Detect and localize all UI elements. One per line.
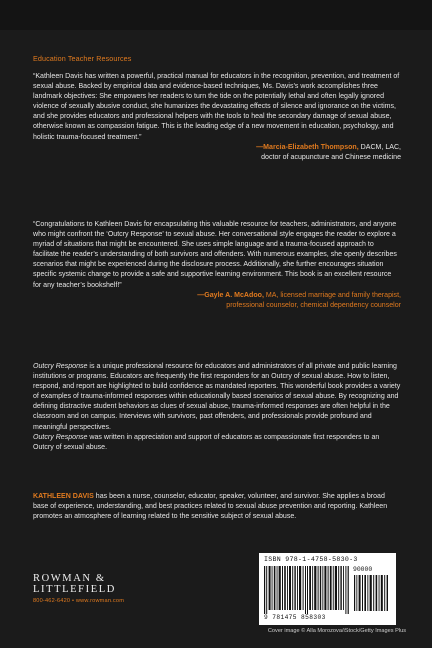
book-title: Outcry Response [33,433,88,441]
endorsement-quote-2 [33,220,401,311]
author-bio [33,492,401,522]
cover-top-band [0,0,432,30]
description-paragraph-2: Outcry Response was written in appreciation and support of educators as compassionate first responders to an Outcry of sexual abuse. [33,433,380,451]
quote-text: “Congratulations to Kathleen Davis for encapsulating this valuable resource for teachers, administrators, and anyone who might confront the ‘Outcry Response’ to sexual abuse. Her conversational style engages the reader to explore a myriad of situations that might be encountered. She uses simple language and a trauma-focused approach to facilitate the reader’s understanding of both survivors and offenders. With numerous examples, she openly describes scenarios that might be experienced during the disclosure process. Additionally, she further encourages situation specific systemic change to provide a safe and supportive learning environment. This book is an excellent resource for any teacher’s bookshelf!” [33,221,397,289]
quote-credentials: MA, licensed marriage and family therapist, [263,291,401,299]
quote-author: —Marcia-Elizabeth Thompson, [256,143,359,151]
cover-image-credit: Cover image © Alla Morozova/iStock/Getty Images Plus [267,628,406,634]
price-barcode-icon [354,575,390,611]
description-paragraph: Outcry Response is a unique professional resource for educators and administrators of all private and public learning institutions or programs. Educators are frequently the first responders for an Outcry of sexual abuse. How to listen, respond, and report are highlighted to build confidence as mandated reporters. This wonderful book provides a variety of examples of trauma-informed responses within educationally based scenarios of sexual abuse. By recognizing and defining distractive student behaviors as clues of sexual abuse, trauma-informed responses are often helpful in the classroom and on campus. Interviews with survivors, past offenders, and professionals provide profound and meaningful perspectives. [33,363,401,431]
publisher-contact: 800-462-6420 • www.rowman.com [33,598,125,604]
bio-text: has been a nurse, counselor, educator, speaker, volunteer, and survivor. She applies a broad base of experience, understanding, and best practices related to sexual abuse prevention and reporting. Kathleen promotes an atmosphere of learning related to the sensitive subject of sexual abuse. [33,493,388,521]
endorsement-quote-1 [33,72,401,163]
publisher-logo [33,573,124,604]
publisher-name-line1: ROWMAN & [33,573,106,584]
isbn-number: 9 781475 858303 [264,614,326,621]
quote-author-title: professional counselor, chemical dependency counselor [226,301,401,309]
quote-author: —Gayle A. McAdoo, [197,291,264,299]
quote-attribution [33,291,401,301]
book-description [33,362,401,453]
publisher-name-line2: LITTLEFIELD [33,584,116,595]
barcode-icon [264,566,350,614]
book-title: Outcry Response [33,363,88,370]
price-code: 90000 [353,566,373,573]
quote-text: “Kathleen Davis has written a powerful, practical manual for educators in the recognition, prevention, and treatment of sexual abuse. Backed by empirical data and evidence-based techniques, Ms. Davis’s work accomplishes three landmark objectives: She empowers her readers to turn the tide on the potentially lethal and often legally ignored violence of sexually abusive conduct, she humanizes the devastating effects of silence and ignorance on the victims, and she provides educators and professional helpers with the tools to heal the secondary damage of sexual abuse, otherwise known as compassion fatigue. This is the leading edge of a new movement in education, psychology, and holistic trauma-focused treatment.” [33,73,400,141]
quote-credentials: DACM, LAC, [358,143,401,151]
quote-attribution [33,143,401,153]
category-label: Education Teacher Resources [33,54,132,63]
quote-author-title: doctor of acupuncture and Chinese medicine [261,153,401,161]
isbn-label: ISBN 978-1-4758-5830-3 [264,556,358,563]
author-name: KATHLEEN DAVIS [33,493,94,500]
